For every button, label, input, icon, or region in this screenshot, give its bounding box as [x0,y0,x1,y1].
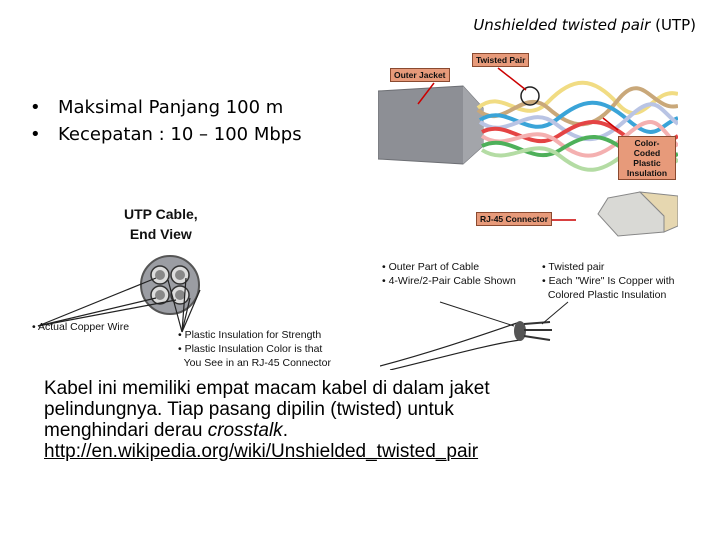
label-color-coded: Color-Coded Plastic Insulation [618,136,676,180]
side-right-note-2: • Each "Wire" Is Copper with [542,275,675,287]
page-title [473,16,696,34]
wikipedia-link[interactable]: http://en.wikipedia.org/wiki/Unshielded_twisted_pair [44,441,479,462]
plastic-note-2: • Plastic Insulation Color is that [178,343,323,355]
label-rj45: RJ-45 Connector [476,212,552,226]
side-view-drawing [380,300,580,370]
paragraph-line-1: Kabel ini memiliki empat macam kabel di dalam jaket [44,378,490,399]
paragraph-line-3 [44,420,654,441]
description-paragraph [44,378,654,462]
paragraph-line-3-suffix: . [282,420,288,441]
end-view-title-line2: End View [129,226,192,242]
plastic-notes [178,328,331,370]
label-actual-copper: • Actual Copper Wire [32,321,130,333]
paragraph-line-3-prefix: menghindari derau [44,420,208,441]
plastic-note-3: You See in an RJ-45 Connector [178,357,331,369]
side-left-notes [382,260,516,288]
side-right-note-1: • Twisted pair [542,261,605,273]
side-right-notes [542,260,675,302]
end-view-title [124,204,198,244]
paragraph-crosstalk: crosstalk [207,420,283,441]
side-left-note-2: • 4-Wire/2-Pair Cable Shown [382,275,516,287]
bullet-list [30,94,302,148]
utp-cable-illustration [378,46,678,246]
label-outer-jacket: Outer Jacket [390,68,450,82]
plastic-note-1: • Plastic Insulation for Strength [178,329,322,341]
paragraph-line-2: pelindungnya. Tiap pasang dipilin (twisted) untuk [44,399,454,420]
bullet-max-length: • Maksimal Panjang 100 m [30,94,302,121]
title-italic: Unshielded twisted pair [473,16,651,34]
bullet-speed: • Kecepatan : 10 – 100 Mbps [30,121,302,148]
end-view-title-line1: UTP Cable, [124,206,198,222]
side-right-note-3: Colored Plastic Insulation [542,289,667,301]
label-twisted-pair: Twisted Pair [472,53,529,67]
title-abbrev: (UTP) [655,16,696,34]
side-left-note-1: • Outer Part of Cable [382,261,480,273]
